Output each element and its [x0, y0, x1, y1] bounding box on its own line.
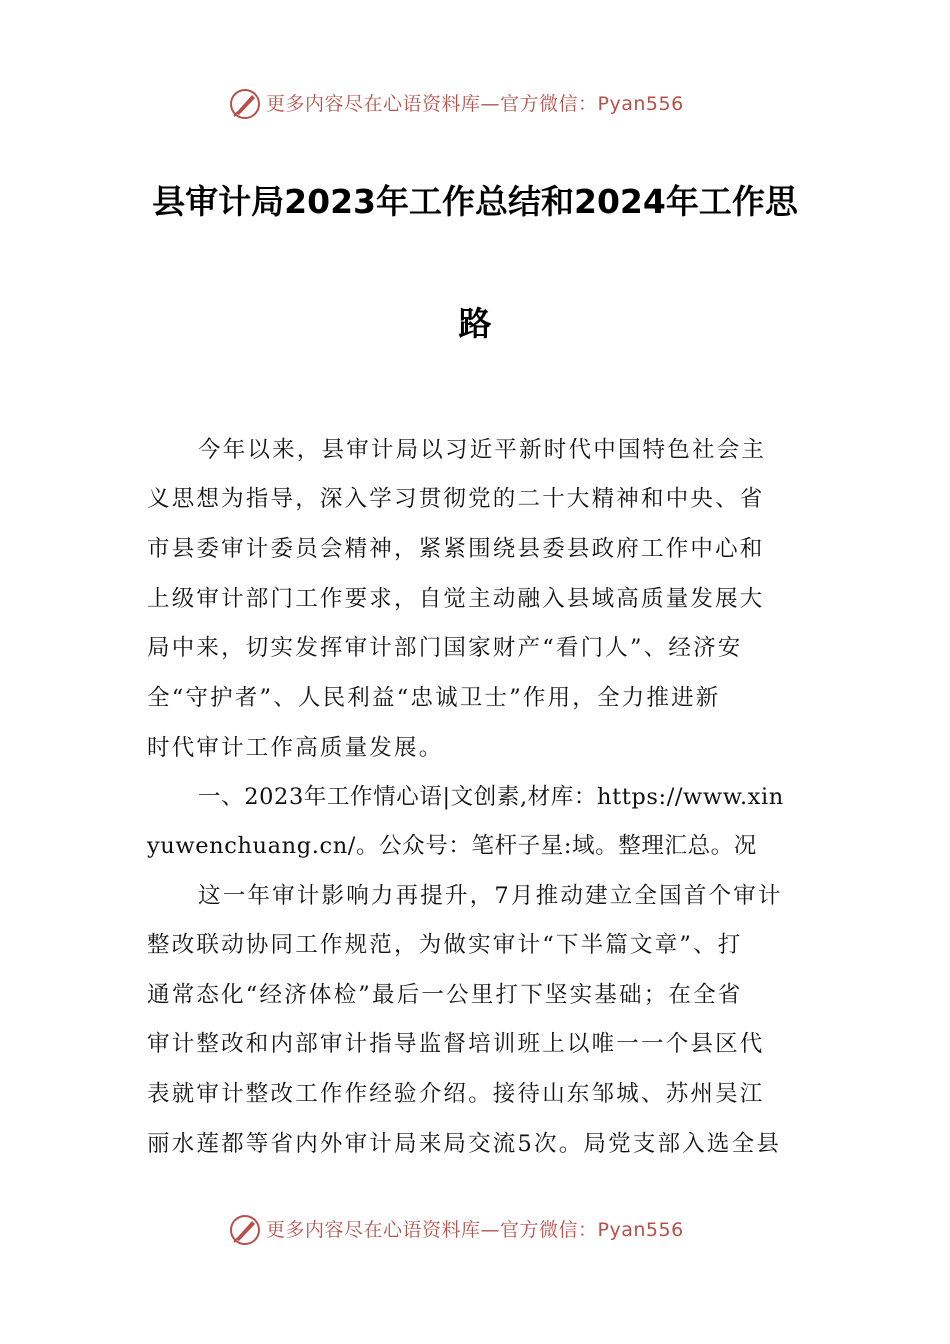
body-line: 整改联动协同工作规范，为做实审计“下半篇文章”、打 [147, 932, 743, 958]
body-line: 时代审计工作高质量发展。 [147, 735, 444, 761]
document-title-line-1: 县审计局2023年工作总结和2024年工作思 [152, 182, 798, 221]
body-line: 表就审计整改工作作经验介绍。接待山东邹城、苏州吴江 [147, 1081, 765, 1107]
body-line: 局中来，切实发挥审计部门国家财产“看门人”、经济安 [147, 635, 743, 661]
body-line: 上级审计部门工作要求，自觉主动融入县域高质量发展大 [147, 586, 765, 612]
section-heading-line: 一、2023年工作情心语|文创素,材库：https://www.xin [198, 784, 784, 810]
body-line: 全“守护者”、人民利益“忠诚卫士”作用，全力推进新 [147, 685, 721, 711]
watermark-text: 更多内容尽在心语资料库—官方微信：Pyan556 [266, 93, 684, 115]
body-line: 通常态化“经济体检”最后一公里打下坚实基础；在全省 [147, 982, 743, 1008]
body-line: 审计整改和内部审计指导监督培训班上以唯一一个县区代 [147, 1031, 765, 1057]
body-line: 义思想为指导，深入学习贯彻党的二十大精神和中央、省 [147, 486, 765, 512]
quill-pen-logo-icon [228, 87, 262, 121]
document-title-line-2: 路 [458, 304, 492, 343]
watermark-text: 更多内容尽在心语资料库—官方微信：Pyan556 [266, 1219, 684, 1241]
footer-watermark [228, 1212, 748, 1248]
body-line: yuwenchuang.cn/。公众号：笔杆子星:域。整理汇总。况 [147, 833, 757, 859]
body-line: 今年以来，县审计局以习近平新时代中国特色社会主 [198, 437, 767, 463]
body-line: 这一年审计影响力再提升，7月推动建立全国首个审计 [198, 883, 783, 909]
header-watermark [228, 86, 748, 122]
quill-pen-logo-icon [228, 1213, 262, 1247]
body-line: 市县委审计委员会精神，紧紧围绕县委县政府工作中心和 [147, 536, 765, 562]
body-line: 丽水莲都等省内外审计局来局交流5次。局党支部入选全县 [147, 1131, 782, 1157]
